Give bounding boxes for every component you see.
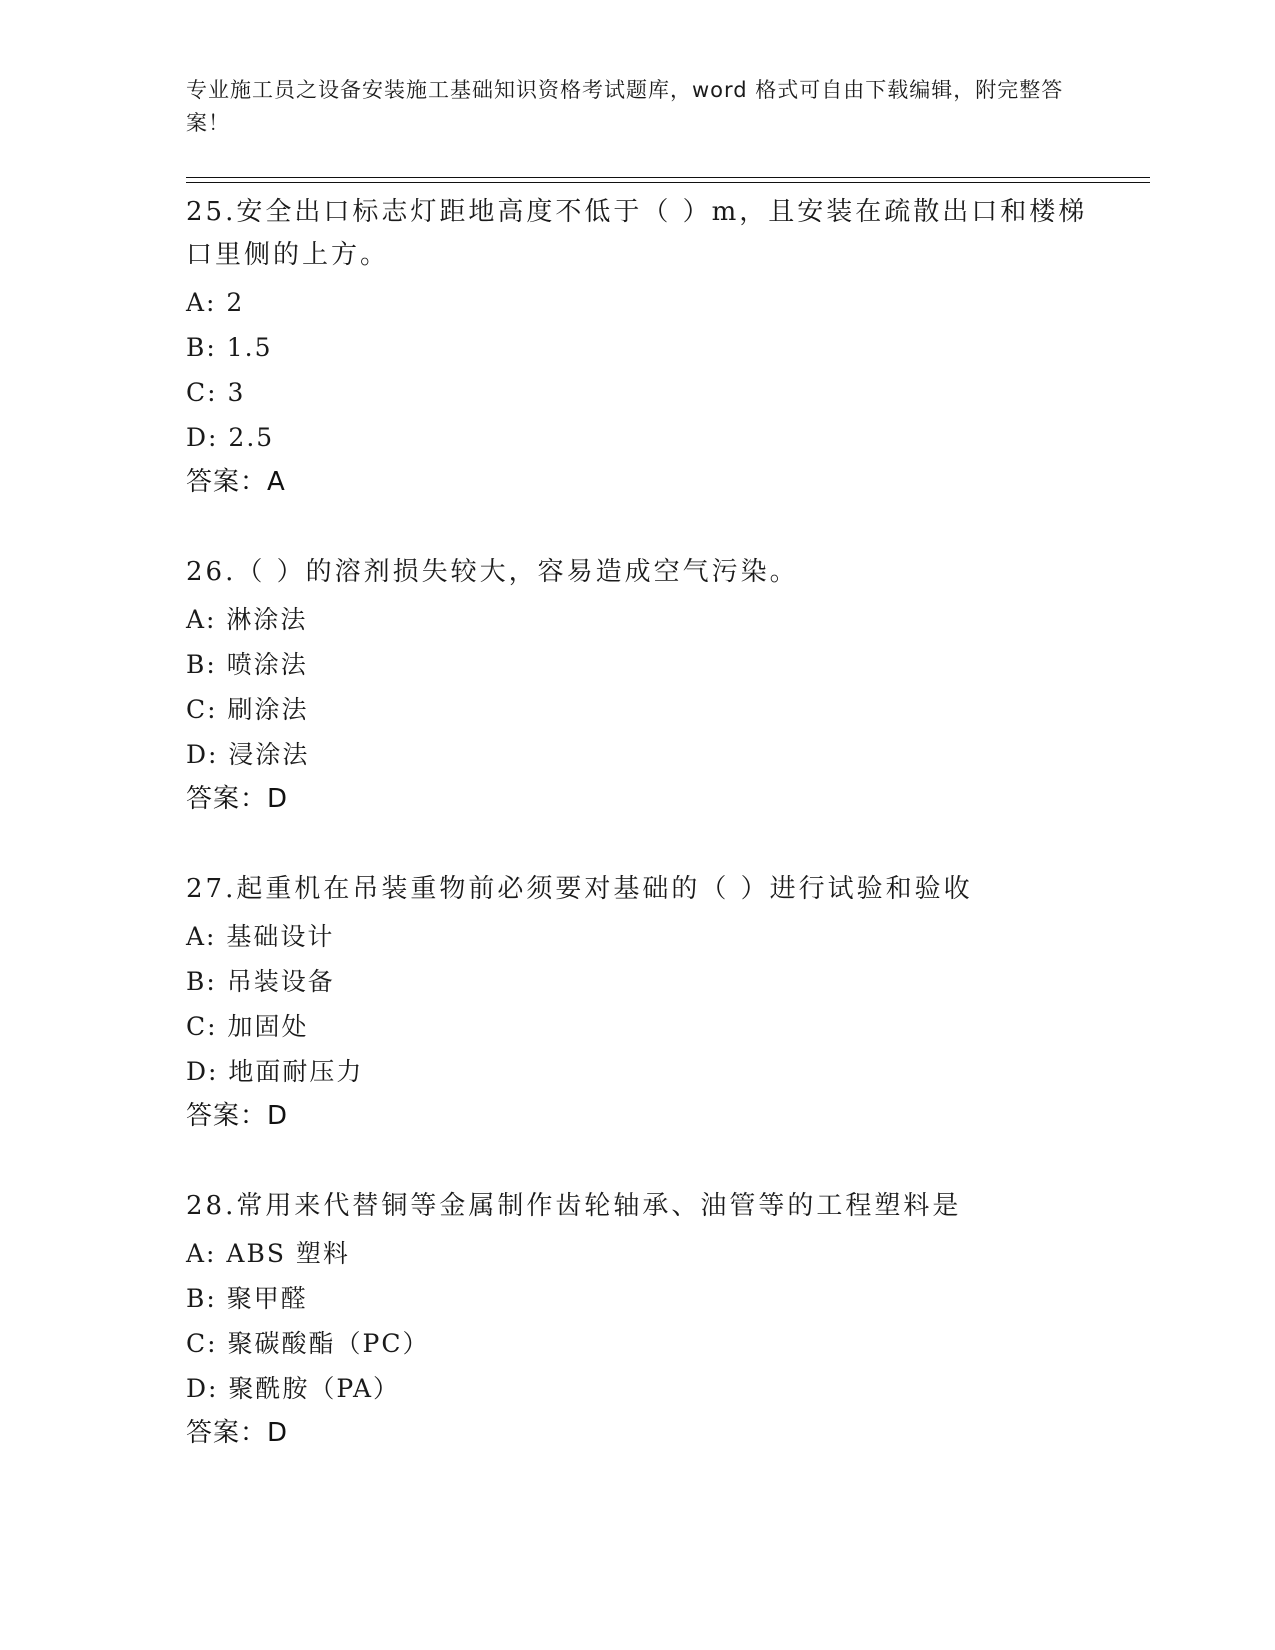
option-d: D: 浸涂法	[186, 740, 310, 769]
question-text: 27.起重机在吊装重物前必须要对基础的（ ）进行试验和验收	[186, 874, 973, 904]
question-27	[186, 868, 1106, 1138]
question-spacer	[186, 821, 1106, 868]
option-b: B: 喷涂法	[186, 650, 308, 679]
option-d: D: 聚酰胺（PA）	[186, 1374, 400, 1403]
option-a: A: 基础设计	[186, 922, 335, 951]
option-d: D: 2.5	[186, 423, 275, 452]
answer-line: 答案：D	[186, 784, 289, 814]
header-divider-bottom	[186, 182, 1150, 183]
option-b: B: 吊装设备	[186, 967, 335, 996]
option-a: A: ABS 塑料	[186, 1239, 350, 1268]
question-text: 28.常用来代替铜等金属制作齿轮轴承、油管等的工程塑料是	[186, 1191, 962, 1221]
document-header: 专业施工员之设备安装施工基础知识资格考试题库，word 格式可自由下载编辑，附完整答案！	[186, 78, 1064, 135]
option-b: B: 聚甲醛	[186, 1284, 308, 1313]
option-c: C: 聚碳酸酯（PC）	[186, 1329, 430, 1358]
option-c: C: 刷涂法	[186, 695, 309, 724]
question-26	[186, 551, 1106, 821]
question-spacer	[186, 1138, 1106, 1185]
question-text: 26.（ ）的溶剂损失较大，容易造成空气污染。	[186, 557, 799, 587]
question-spacer	[186, 504, 1106, 551]
option-b: B: 1.5	[186, 333, 273, 362]
question-25	[186, 191, 1106, 504]
option-c: C: 加固处	[186, 1012, 309, 1041]
question-text: 25.安全出口标志灯距地高度不低于（ ）m，且安装在疏散出口和楼梯口里侧的上方。	[186, 197, 1088, 270]
option-a: A: 淋涂法	[186, 605, 308, 634]
answer-line: 答案：A	[186, 467, 286, 497]
option-d: D: 地面耐压力	[186, 1057, 364, 1086]
answer-line: 答案：D	[186, 1101, 289, 1131]
option-a: A: 2	[186, 288, 245, 317]
question-list	[186, 191, 1106, 1455]
answer-line: 答案：D	[186, 1418, 289, 1448]
header-divider-top	[186, 177, 1150, 178]
option-c: C: 3	[186, 378, 246, 407]
question-28	[186, 1185, 1106, 1455]
